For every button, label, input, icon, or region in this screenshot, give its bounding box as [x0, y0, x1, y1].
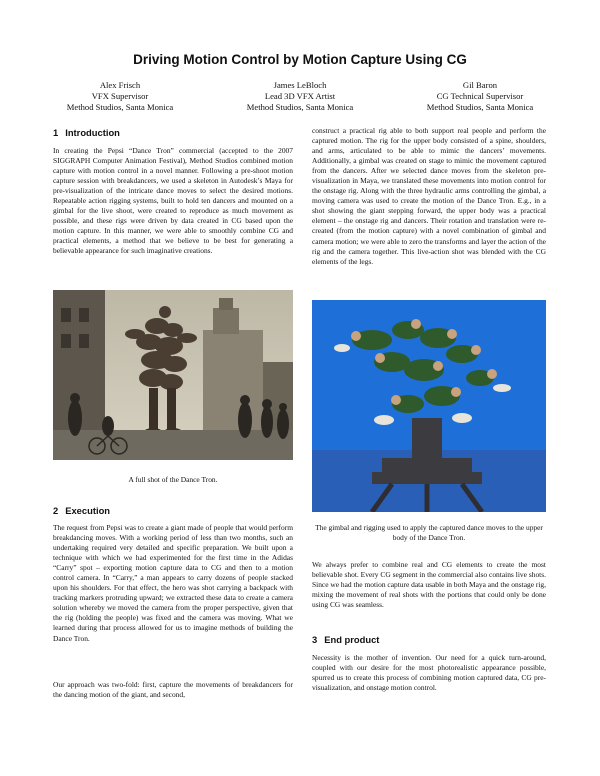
- paper-title: Driving Motion Control by Motion Capture Using CG: [133, 52, 467, 67]
- author-block: [25, 80, 215, 113]
- execution-paragraph: The request from Pepsi was to create a giant made of people that would perform breakdancing moves. With a working period of less than two months, such an undertaking required very detailed and specific preparation. We built upon a technique with which we had experimented for the first time in the Adidas “Carry” spot – exporting motion capture data to CG and then to a motion control camera. In “Carry,” a man appears to carry dozens of people stacked upon his shoulders. For that effect, the hero was shot carrying a backpack with tracking markers protruding upward; we extracted these data to create a camera solution whereby we moved the camera from the proper perspective, given that the rig (holding the people) was fixed and the camera was moving. What we learned during that process allowed for us to imagine methods of building the Dance Tron.: [53, 523, 293, 643]
- author-role: VFX Supervisor: [91, 91, 149, 101]
- author-name: James LeBloch: [273, 80, 327, 90]
- section-heading-introduction: [53, 127, 120, 138]
- figure-2-image: [312, 300, 546, 512]
- author-affiliation: Method Studios, Santa Monica: [246, 102, 354, 112]
- author-affiliation: Method Studios, Santa Monica: [66, 102, 174, 112]
- figure-2-caption: The gimbal and rigging used to apply the captured dance moves to the upper body of the Dance Tron.: [315, 523, 543, 542]
- author-affiliation: Method Studios, Santa Monica: [426, 102, 534, 112]
- figure-1-image: [53, 290, 293, 460]
- author-role: CG Technical Supervisor: [436, 91, 524, 101]
- intro-paragraph: In creating the Pepsi “Dance Tron” commercial (accepted to the 2007 SIGGRAPH Computer Animation Festival), Method Studios combined motion capture with motion control in a novel manner. Following a pre-shoot motion capture session with breakdancers, we used a skeleton in Autodesk’s Maya for pre-visualization of the intricate dance moves to select the desired motions. Repeatable action rigging systems, built to hold ten dancers and mounted on a gimbal for the live shoot, were created to reproduce as much movement as possible, and these rigs were driven by data created in CG based upon the motion capture. In this manner, we were able to smoothly combine CG and practical elements, a method that we believe to be best for generating a believable appearance for such imaginative creations.: [53, 146, 293, 256]
- section-title: Introduction: [65, 127, 120, 138]
- author-name: Gil Baron: [462, 80, 498, 90]
- section-number: 1: [53, 127, 59, 138]
- section-number: 3: [312, 634, 318, 645]
- author-block: [205, 80, 395, 113]
- author-role: Lead 3D VFX Artist: [264, 91, 336, 101]
- results-paragraph: We always prefer to combine real and CG elements to create the most believable shot. Every CG segment in the commercial also contains live shots. Since we had the motion capture data usable in both Maya and the onstage rig, mixing the movement of real shots with the portions that could only be done using CG was seamless.: [312, 560, 547, 610]
- figure-gimbal-rigging: [312, 300, 546, 512]
- section-title: Execution: [65, 505, 111, 516]
- author-block: [385, 80, 575, 113]
- section-heading-end-product: [312, 634, 379, 645]
- figure-dance-tron-full-shot: [53, 290, 293, 460]
- execution-paragraph: Our approach was two-fold: first, capture the movements of breakdancers for the dancing motion of the giant, and second,: [53, 680, 293, 700]
- author-name: Alex Frisch: [99, 80, 141, 90]
- section-title: End product: [324, 634, 380, 645]
- figure-1-caption: A full shot of the Dance Tron.: [128, 475, 218, 484]
- section-number: 2: [53, 505, 59, 516]
- end-product-paragraph: Necessity is the mother of invention. Our need for a quick turn-around, coupled with our desire for the most photorealistic appearance possible, spurred us to create this process of combining motion captured data, CG pre-visualization, and onstage motion control.: [312, 653, 546, 693]
- section-heading-execution: [53, 505, 110, 516]
- execution-paragraph-continued: construct a practical rig able to both support real people and perform the captured motion. The rig for the upper body consisted of a spine, shoulders, and arms, articulated to be able to mimic the dancers’ movements. Additionally, a gimbal was created on stage to mimic the movement captured from the dancers. After we selected dance moves from the skeleton pre-visualization in Maya, we translated these movements into motion control for the onstage rig. Along with the three hydraulic arms controlling the gimbal, a moving camera was used to create the motion of the Dance Tron. E.g., in a shot showing the giant stepping forward, the upper body was a practical element – the onstage rig and dancers. Their rotation and translation were re-created (from the motion capture) with a novel combination of gimbal and camera motion; we were able to zero the transforms and layer the action of the rig and the camera together. This live-action shot was blended with the CG elements of the legs.: [312, 126, 546, 266]
